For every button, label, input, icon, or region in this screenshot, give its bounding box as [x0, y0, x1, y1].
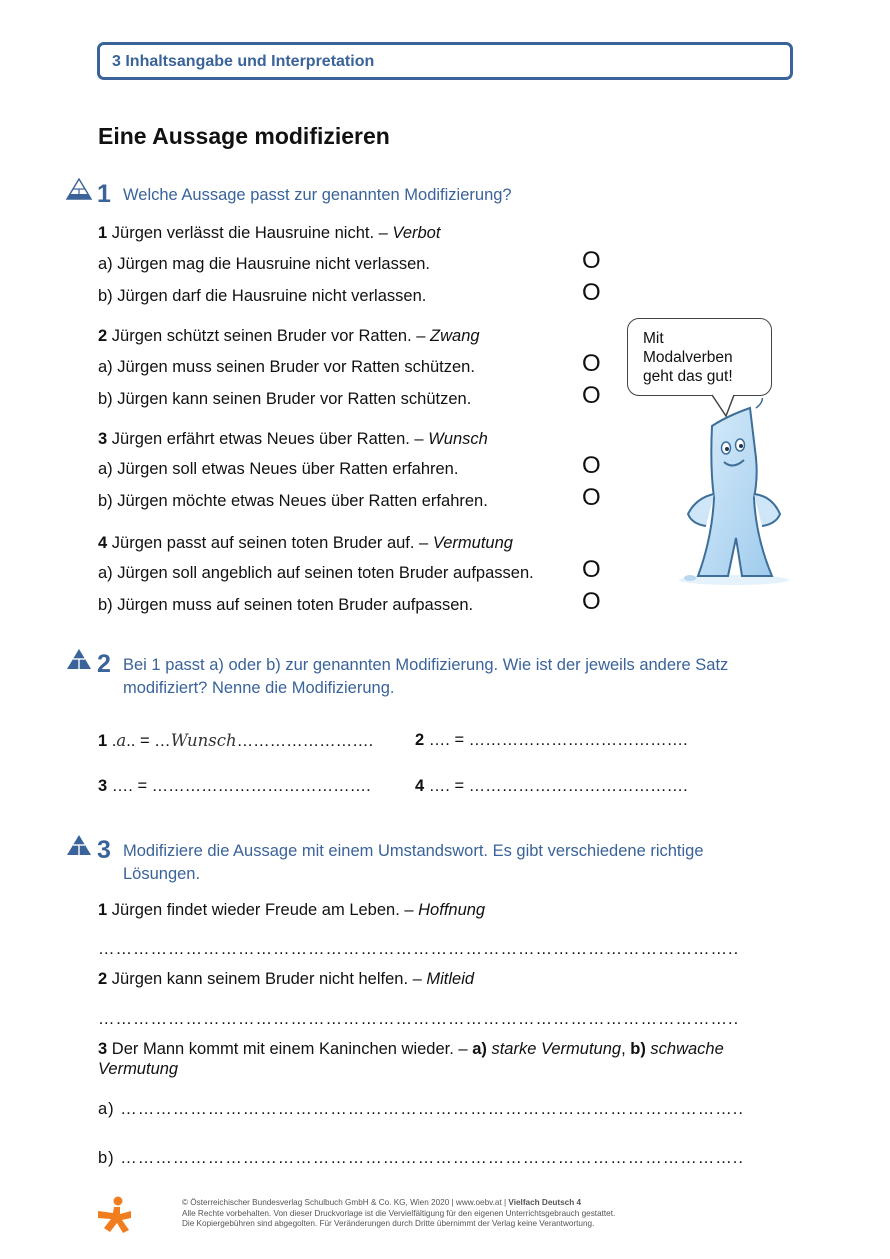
ex2-answer-1: 1 .a.. = …Wunsch……………………. [98, 731, 374, 750]
footer-copyright: © Österreichischer Bundesverlag Schulbuch GmbH & Co. KG, Wien 2020 | www.oebv.at | Vielfach Deutsch 4 Alle Rechte vorbehalten. Von dieser Druckvorlage ist die Vervielfältigung für den eigenen Unterrichtsgebrauch gestattet. Die Kopiergebühren sind abgegolten. Für Veränderungen durch Dritte übernimmt der Verlag keine Verantwortung. [182, 1198, 616, 1228]
page-title: Eine Aussage modifizieren [98, 123, 390, 149]
ex1-option-3a: a) Jürgen soll etwas Neues über Ratten erfahren. [98, 460, 459, 478]
exercise-3-number: 3 [97, 836, 111, 864]
ex1-option-1a: a) Jürgen mag die Hausruine nicht verlassen. [98, 255, 431, 273]
answer-circle-4a[interactable]: O [582, 556, 601, 583]
ex2-answer-2[interactable]: 2 …. = …………………………………. [415, 731, 688, 749]
ex1-statement-3: 3 Jürgen erfährt etwas Neues über Ratten. – Wunsch [98, 430, 488, 448]
answer-circle-4b[interactable]: O [582, 588, 601, 615]
ex3-statement-2: 2 Jürgen kann seinem Bruder nicht helfen. – Mitleid [98, 970, 475, 988]
answer-circle-1a[interactable]: O [582, 247, 601, 274]
chapter-header: 3 Inhaltsangabe und Interpretation [112, 53, 375, 70]
ex3-answer-line-1[interactable]: ……………………………………………………………………………………………….. [98, 940, 740, 958]
ex1-option-2b: b) Jürgen kann seinen Bruder vor Ratten schützen. [98, 390, 472, 408]
difficulty-level-3-icon [66, 648, 92, 670]
exercise-2-instruction: Bei 1 passt a) oder b) zur genannten Modifizierung. Wie ist der jeweils andere Satz modifiziert? Nenne die Modifizierung. [123, 656, 729, 697]
ex3-statement-3-continued: Vermutung [98, 1060, 179, 1078]
ex1-option-2a: a) Jürgen muss seinen Bruder vor Ratten schützen. [98, 358, 475, 376]
answer-circle-2b[interactable]: O [582, 382, 601, 409]
ex3-answer-line-3a[interactable]: a) …………………………………………………………………………………………….. [98, 1100, 744, 1118]
answer-circle-3a[interactable]: O [582, 452, 601, 479]
ex2-answer-4[interactable]: 4 …. = …………………………………. [415, 777, 688, 795]
answer-circle-1b[interactable]: O [582, 279, 601, 306]
ex1-statement-2: 2 Jürgen schützt seinen Bruder vor Ratten. – Zwang [98, 327, 480, 345]
exercise-1-number: 1 [97, 180, 111, 208]
exercise-2-number: 2 [97, 650, 111, 678]
ex1-option-4b: b) Jürgen muss auf seinen toten Bruder aufpassen. [98, 596, 474, 614]
ex1-statement-4: 4 Jürgen passt auf seinen toten Bruder auf. – Vermutung [98, 534, 513, 552]
ex3-statement-3: 3 Der Mann kommt mit einem Kaninchen wieder. – a) starke Vermutung, b) schwache [98, 1040, 724, 1058]
speech-bubble-text: Mit Modalverben geht das gut! [643, 330, 733, 385]
ex1-option-1b: b) Jürgen darf die Hausruine nicht verlassen. [98, 287, 427, 305]
answer-circle-3b[interactable]: O [582, 484, 601, 511]
ex3-answer-line-2[interactable]: ……………………………………………………………………………………………….. [98, 1010, 740, 1028]
publisher-logo-icon [96, 1196, 132, 1234]
ex1-option-4a: a) Jürgen soll angeblich auf seinen toten Bruder aufpassen. [98, 564, 534, 582]
difficulty-level-1-icon [66, 178, 92, 200]
ex1-option-3b: b) Jürgen möchte etwas Neues über Ratten erfahren. [98, 492, 488, 510]
exercise-3-instruction: Modifiziere die Aussage mit einem Umstandswort. Es gibt verschiedene richtige Lösungen. [123, 842, 704, 883]
answer-circle-2a[interactable]: O [582, 350, 601, 377]
difficulty-level-3-icon [66, 834, 92, 856]
exercise-1-instruction: Welche Aussage passt zur genannten Modifizierung? [123, 186, 512, 204]
ex3-answer-line-3b[interactable]: b) …………………………………………………………………………………………….. [98, 1149, 744, 1167]
mascot-character-illustration [672, 398, 797, 588]
ex3-statement-1: 1 Jürgen findet wieder Freude am Leben. – Hoffnung [98, 901, 486, 919]
ex2-answer-3[interactable]: 3 …. = …………………………………. [98, 777, 371, 795]
ex1-statement-1: 1 Jürgen verlässt die Hausruine nicht. – Verbot [98, 224, 441, 242]
